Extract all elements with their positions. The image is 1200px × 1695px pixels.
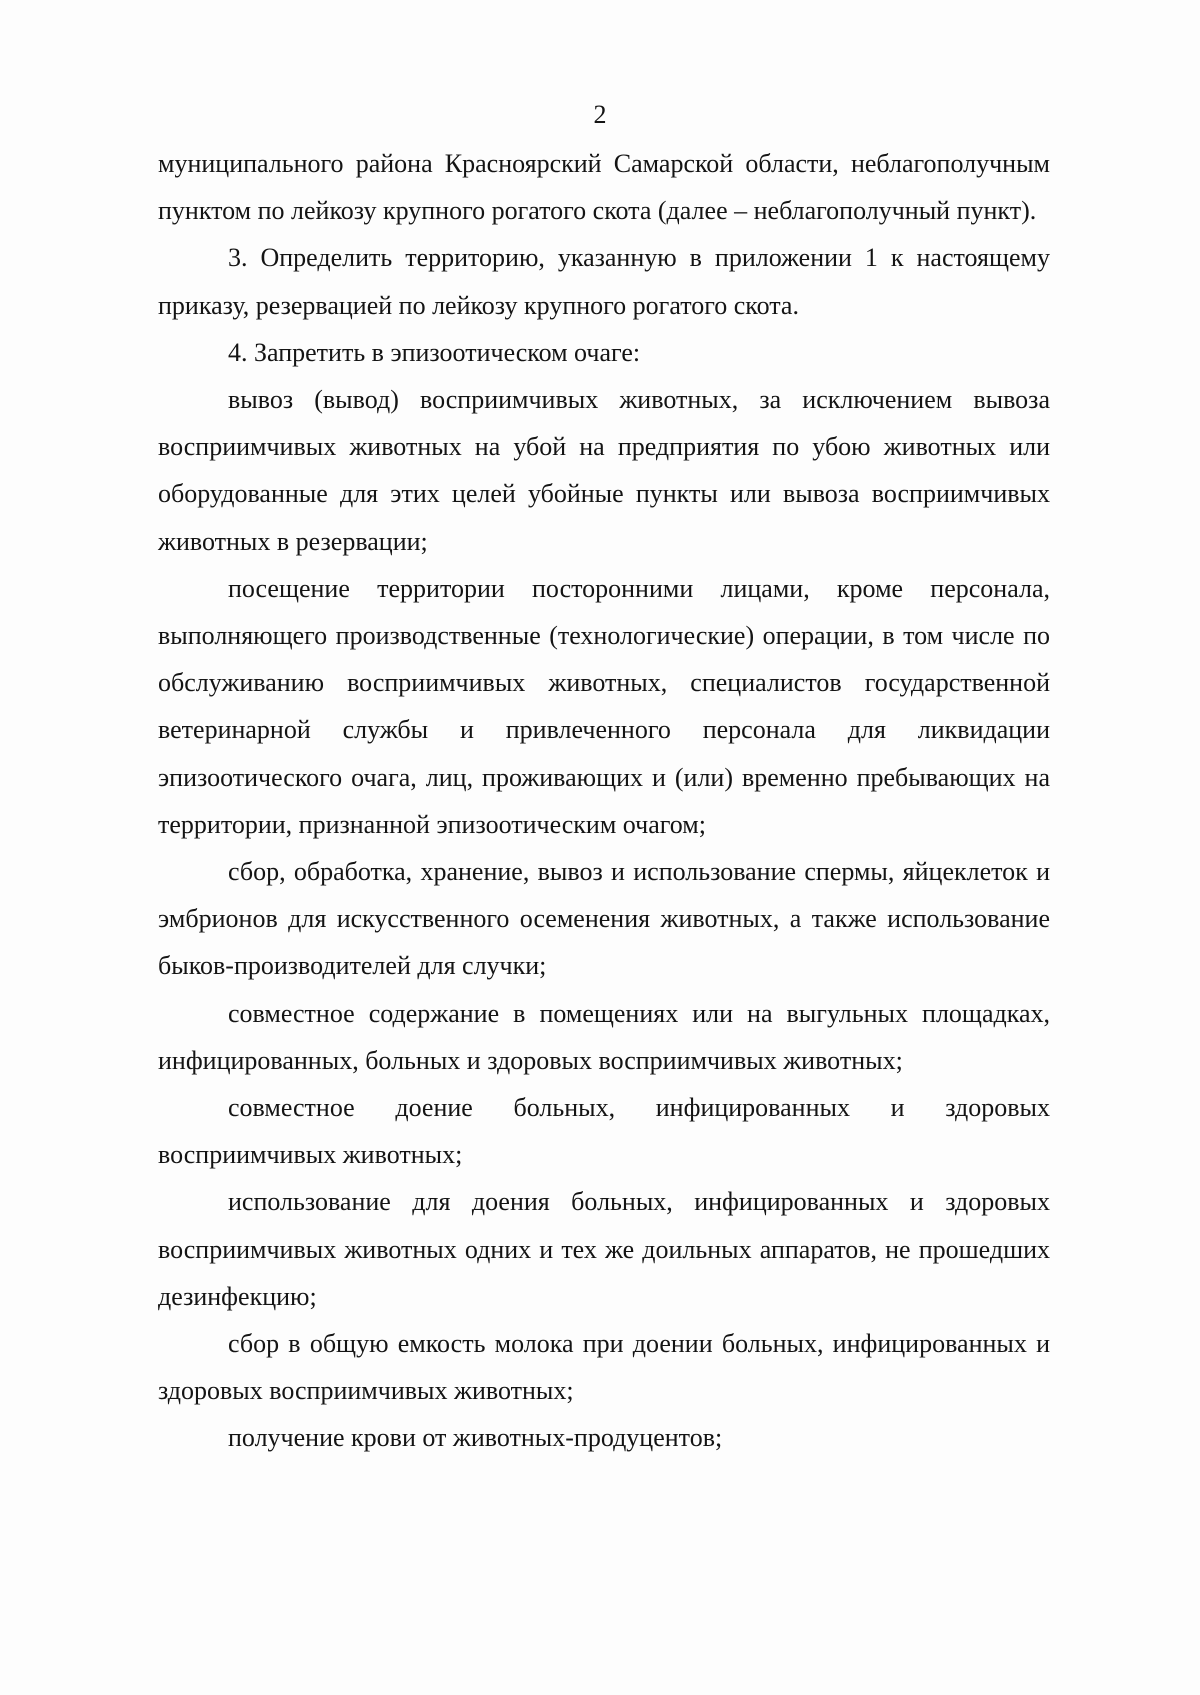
- paragraph-continuation: муниципального района Красноярский Самарской области, неблагополучным пунктом по лейкозу крупного рогатого скота (далее – неблагополучный пункт).: [158, 149, 1050, 226]
- prohibition-joint-milking: совместное доение больных, инфицированных и здоровых восприимчивых животных;: [158, 1093, 1050, 1170]
- paragraph-item-3: 3. Определить территорию, указанную в приложении 1 к настоящему приказу, резервацией по лейкозу крупного рогатого скота.: [158, 243, 1050, 320]
- prohibition-visits: посещение территории посторонними лицами, кроме персонала, выполняющего производственные (технологические) операции, в том числе по обслуживанию восприимчивых животных, специалистов государственной ветеринарной службы и привлеченного персонала для ликвидации эпизоотического очага, лиц, проживающих и (или) временно пребывающих на территории, признанной эпизоотическим очагом;: [158, 573, 1050, 839]
- prohibition-export: вывоз (вывод) восприимчивых животных, за исключением вывоза восприимчивых животных на убой на предприятия по убою животных или оборудованные для этих целей убойные пункты или вывоза восприимчивых животных в резервации;: [158, 385, 1050, 556]
- prohibition-shared-equipment: использование для доения больных, инфицированных и здоровых восприимчивых животных одних и тех же доильных аппаратов, не прошедших дезинфекцию;: [158, 1187, 1050, 1311]
- prohibition-sperm-collection: сбор, обработка, хранение, вывоз и использование спермы, яйцеклеток и эмбрионов для искусственного осеменения животных, а также использование быков-производителей для случки;: [158, 857, 1050, 981]
- paragraph-item-4: 4. Запретить в эпизоотическом очаге:: [228, 337, 641, 367]
- prohibition-common-milk-container: сбор в общую емкость молока при доении больных, инфицированных и здоровых восприимчивых животных;: [158, 1329, 1050, 1406]
- prohibition-joint-keeping: совместное содержание в помещениях или на выгульных площадках, инфицированных, больных и здоровых восприимчивых животных;: [158, 998, 1050, 1075]
- prohibition-blood-collection: получение крови от животных-продуцентов;: [228, 1423, 723, 1453]
- document-body: [158, 140, 1050, 1462]
- page-number: 2: [593, 100, 607, 129]
